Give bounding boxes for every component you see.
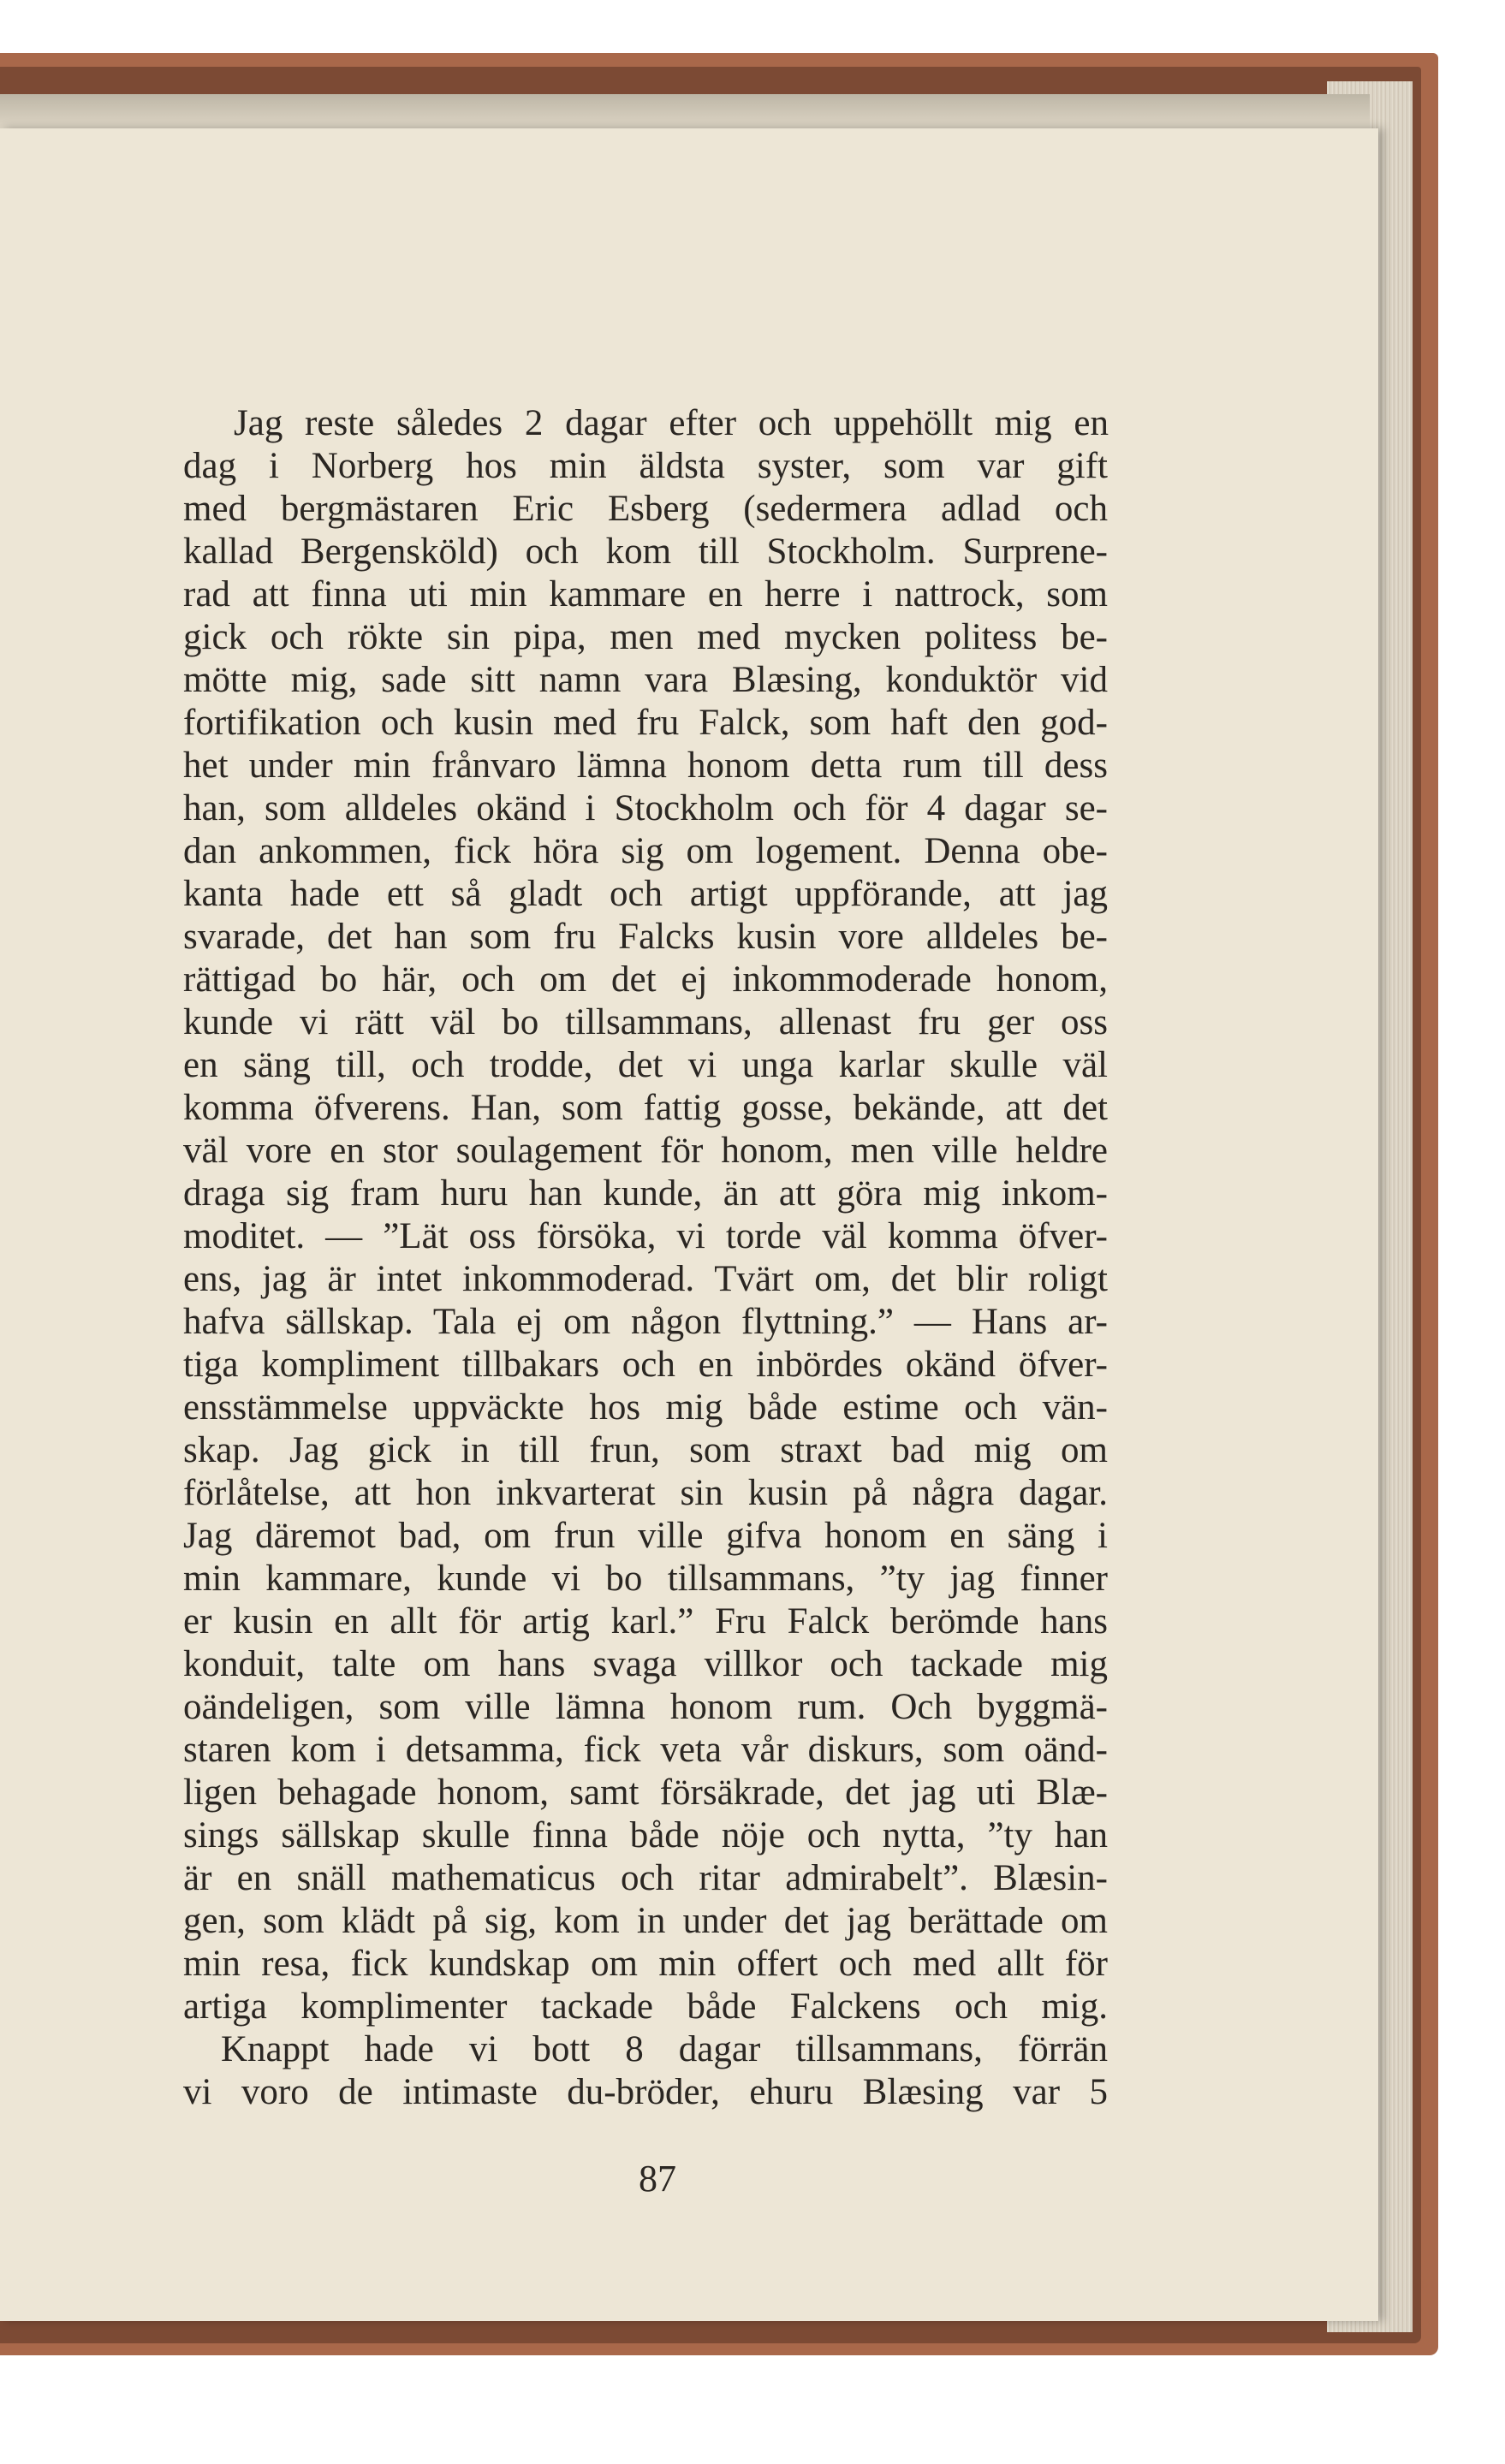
text-line: het under min frånvaro lämna honom detta rum till dess <box>183 745 1108 786</box>
text-line: dag i Norberg hos min äldsta syster, som var gift <box>183 446 1108 486</box>
text-line: rad att finna uti min kammare en herre i nattrock, som <box>183 574 1108 615</box>
text-line: tiga kompliment tillbakars och en inbördes okänd öfver- <box>183 1345 1108 1385</box>
text-line: kunde vi rätt väl bo tillsammans, allenast fru ger oss <box>183 1002 1108 1042</box>
text-line: en säng till, och trodde, det vi unga karlar skulle väl <box>183 1045 1108 1085</box>
text-line: fortifikation och kusin med fru Falck, som haft den god- <box>183 703 1108 743</box>
text-line: Jag däremot bad, om frun ville gifva honom en säng i <box>183 1516 1108 1556</box>
text-line: oändeligen, som ville lämna honom rum. Och byggmä- <box>183 1687 1108 1727</box>
text-line: ens, jag är intet inkommoderad. Tvärt om, det blir roligt <box>183 1259 1108 1299</box>
text-line: gick och rökte sin pipa, men med mycken politess be- <box>183 617 1108 657</box>
text-line: kanta hade ett så gladt och artigt uppförande, att jag <box>183 874 1108 914</box>
text-line: Jag reste således 2 dagar efter och uppehöllt mig en <box>234 403 1109 443</box>
text-line: förlåtelse, att hon inkvarterat sin kusin på några dagar. <box>183 1473 1108 1513</box>
text-line: ligen behagade honom, samt försäkrade, det jag uti Blæ- <box>183 1772 1108 1813</box>
book-page <box>0 128 1378 2321</box>
text-line: staren kom i detsamma, fick veta vår diskurs, som oänd- <box>183 1730 1108 1770</box>
text-line: min resa, fick kundskap om min offert och med allt för <box>183 1944 1108 1984</box>
text-line: Knappt hade vi bott 8 dagar tillsammans, förrän <box>221 2029 1108 2069</box>
text-line: komma öfverens. Han, som fattig gosse, bekände, att det <box>183 1088 1108 1128</box>
text-line: ensstämmelse uppväckte hos mig både estime och vän- <box>183 1387 1108 1428</box>
text-line: artiga komplimenter tackade både Falckens och mig. <box>183 1986 1108 2027</box>
text-line: med bergmästaren Eric Esberg (sedermera adlad och <box>183 489 1108 529</box>
text-line: rättigad bo här, och om det ej inkommoderade honom, <box>183 959 1108 1000</box>
text-line: skap. Jag gick in till frun, som straxt bad mig om <box>183 1430 1108 1470</box>
text-line: er kusin en allt för artig karl.” Fru Falck berömde hans <box>183 1601 1108 1642</box>
text-line: kallad Bergensköld) och kom till Stockholm. Surprene- <box>183 531 1108 572</box>
text-line: moditet. — ”Lät oss försöka, vi torde väl komma öfver- <box>183 1216 1108 1256</box>
page-number: 87 <box>639 2158 676 2200</box>
text-line: gen, som klädt på sig, kom in under det jag berättade om <box>183 1901 1108 1941</box>
text-line: svarade, det han som fru Falcks kusin vore alldeles be- <box>183 917 1108 957</box>
text-line: konduit, talte om hans svaga villkor och tackade mig <box>183 1644 1108 1684</box>
text-line: väl vore en stor soulagement för honom, men ville heldre <box>183 1131 1108 1171</box>
text-line: vi voro de intimaste du-bröder, ehuru Blæsing var 5 <box>183 2072 1108 2112</box>
text-line: draga sig fram huru han kunde, än att göra mig inkom- <box>183 1173 1108 1214</box>
text-line: dan ankommen, fick höra sig om logement. Denna obe- <box>183 831 1108 871</box>
text-line: är en snäll mathematicus och ritar admirabelt”. Blæsin- <box>183 1858 1108 1898</box>
text-line: han, som alldeles okänd i Stockholm och för 4 dagar se- <box>183 788 1108 828</box>
text-line: hafva sällskap. Tala ej om någon flyttning.” — Hans ar- <box>183 1302 1108 1342</box>
text-line: min kammare, kunde vi bo tillsammans, ”ty jag finner <box>183 1559 1108 1599</box>
text-line: sings sällskap skulle finna både nöje och nytta, ”ty han <box>183 1815 1108 1855</box>
text-line: mötte mig, sade sitt namn vara Blæsing, konduktör vid <box>183 660 1108 700</box>
